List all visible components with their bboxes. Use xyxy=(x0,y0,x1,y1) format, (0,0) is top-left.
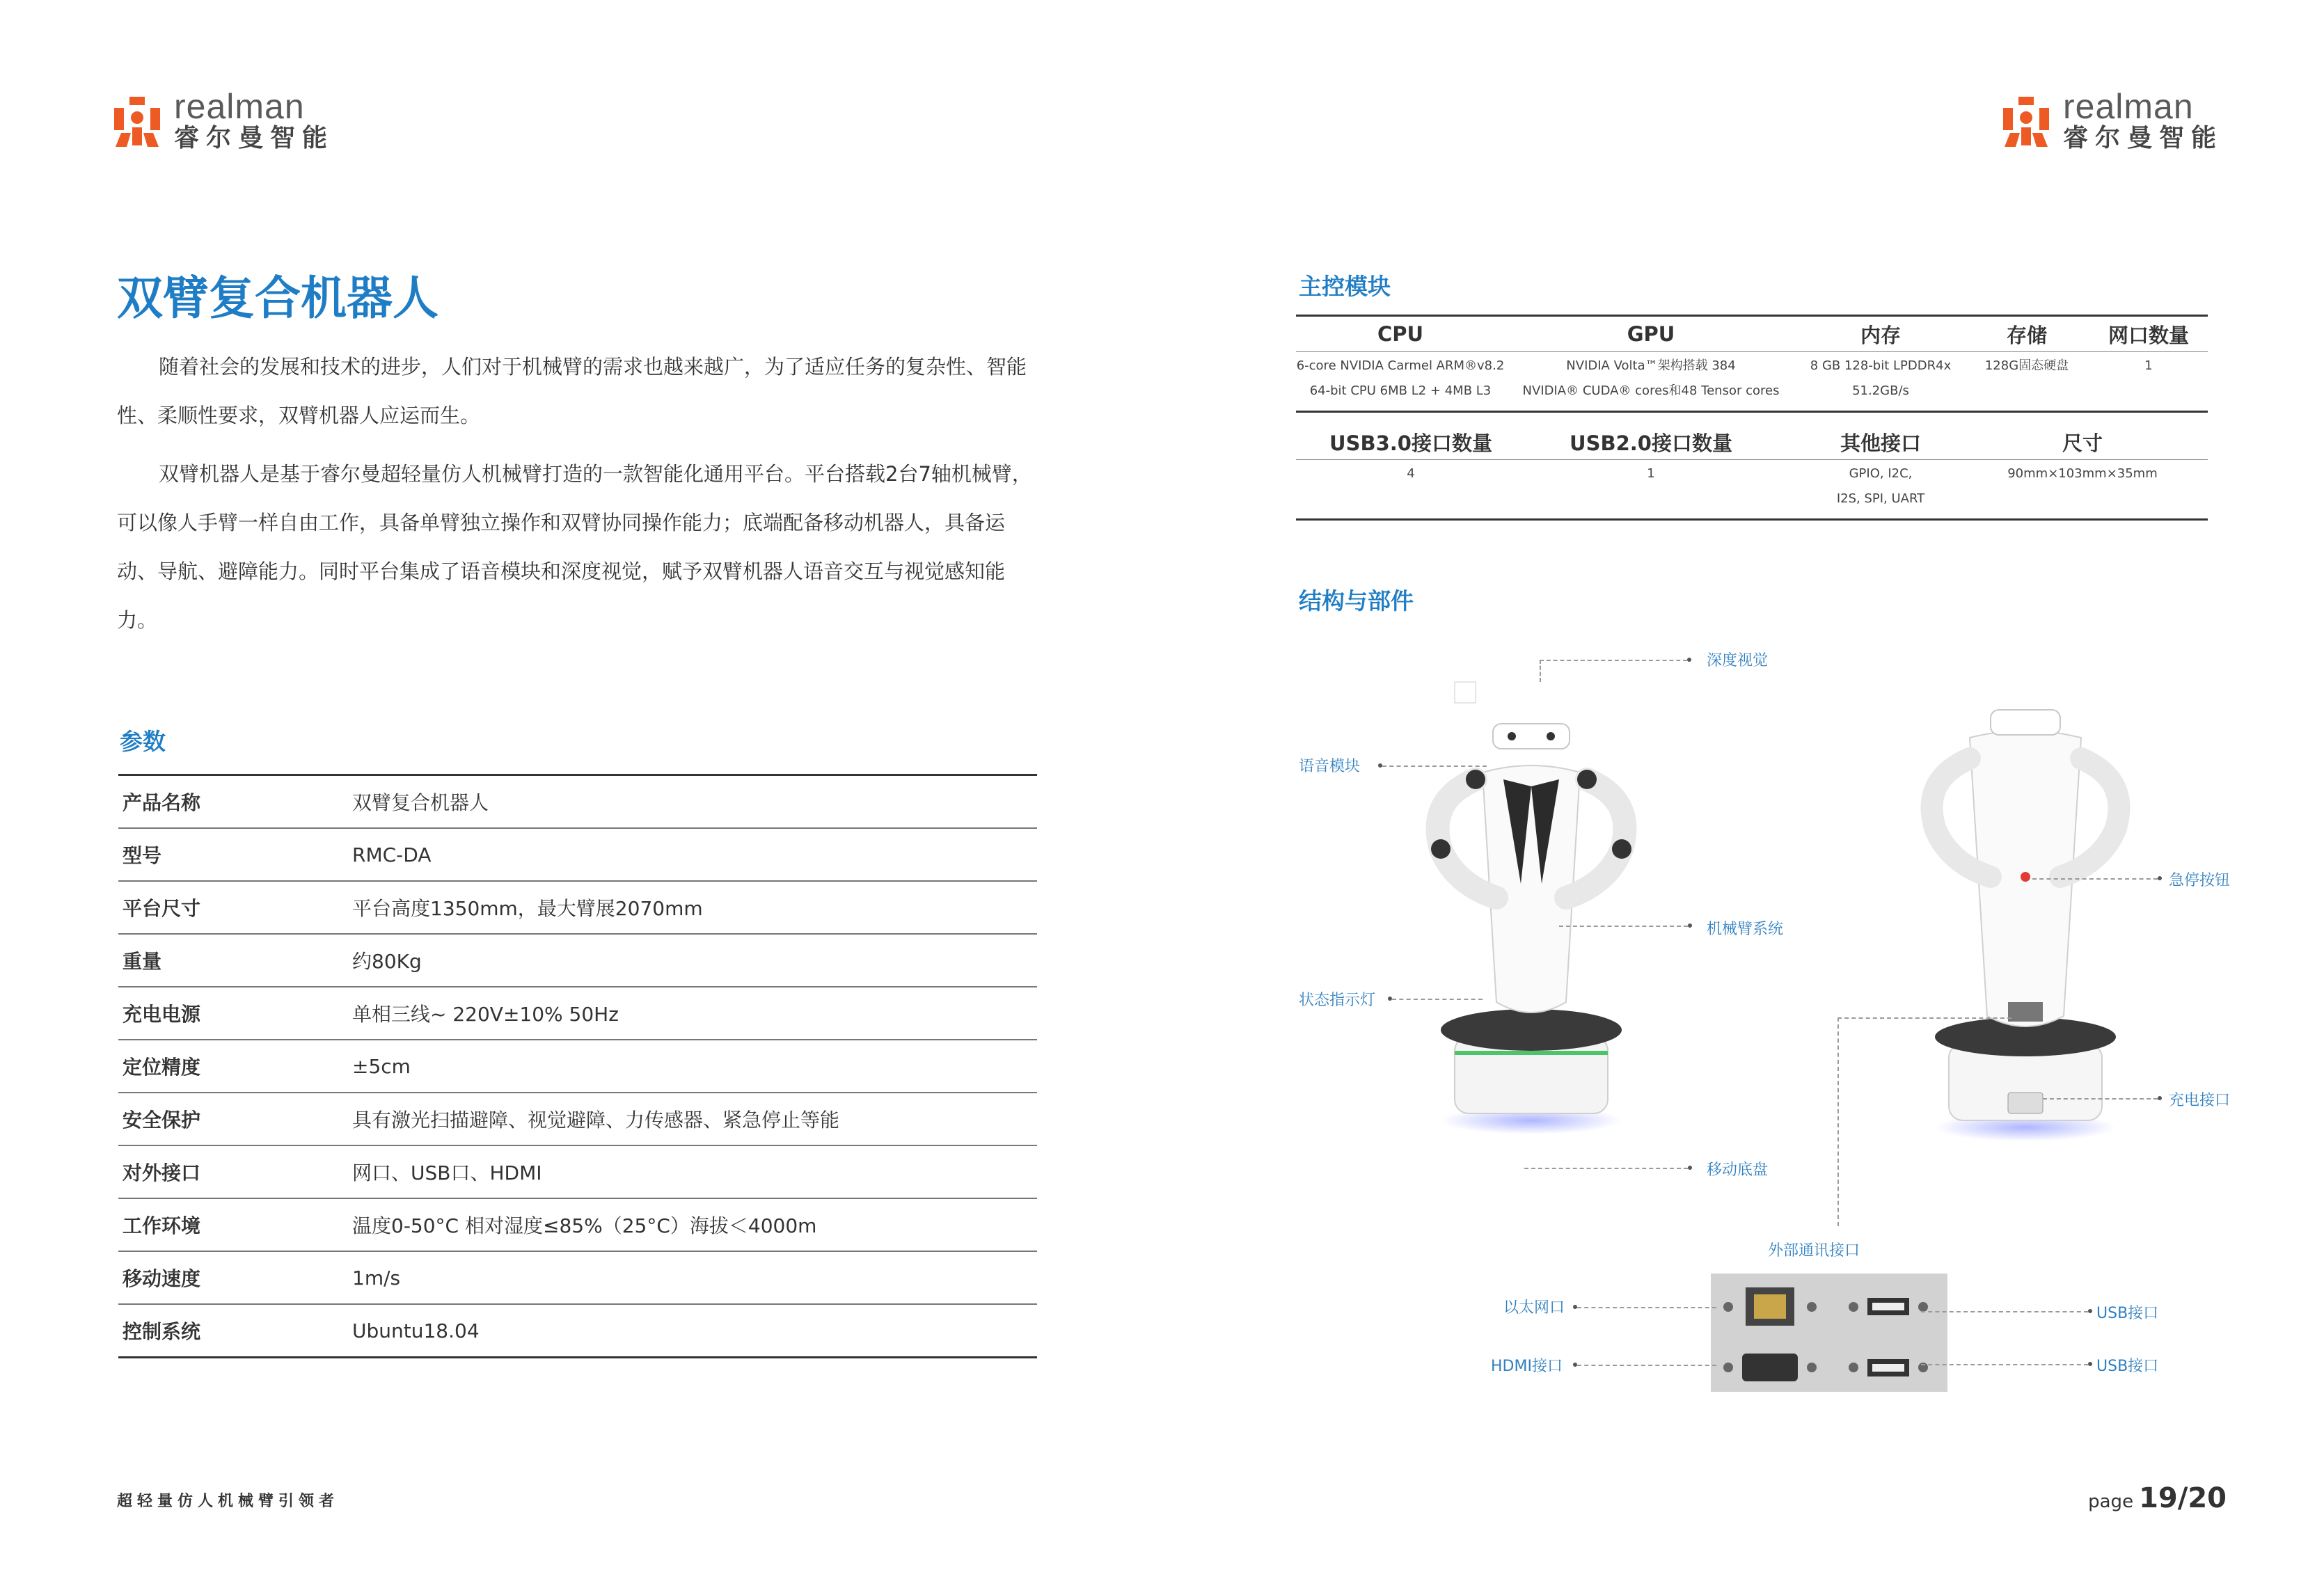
brand-name-cn: 睿尔曼智能 xyxy=(2063,124,2224,152)
leader-line xyxy=(1382,765,1487,767)
param-key: 安全保护 xyxy=(122,1109,201,1132)
leader-dot xyxy=(2088,1309,2092,1313)
param-value: 具有激光扫描避障、视觉避障、力传感器、紧急停止等能 xyxy=(352,1109,840,1132)
spec-head: 其他接口 xyxy=(1840,431,1921,455)
label-voice-module: 语音模块 xyxy=(1299,758,1361,775)
leader-line xyxy=(1524,1168,1688,1169)
page-label: page xyxy=(2088,1491,2134,1512)
leader-line xyxy=(1540,660,1687,661)
label-estop-button: 急停按钮 xyxy=(2169,872,2231,889)
spec-cell: 1 xyxy=(2144,358,2153,373)
spec-cell: 128G固态硬盘 xyxy=(1984,358,2069,373)
leader-line xyxy=(1540,660,1541,682)
table-row xyxy=(118,1252,1037,1305)
param-key: 型号 xyxy=(122,844,162,867)
brand-logo-right xyxy=(1998,89,2223,152)
spec-cell: 6-core NVIDIA Carmel ARM®v8.2 xyxy=(1296,358,1505,373)
leader-line xyxy=(1577,1307,1716,1308)
robot-front-image xyxy=(1399,675,1663,1148)
leader-dot xyxy=(1688,923,1692,928)
brand-name-cn: 睿尔曼智能 xyxy=(174,124,335,152)
spec-cell: GPIO, I2C, xyxy=(1849,466,1913,481)
label-status-light: 状态指示灯 xyxy=(1299,992,1376,1009)
leader-dot xyxy=(1687,658,1691,662)
param-value: 1m/s xyxy=(352,1266,401,1290)
brand-name-en: realman xyxy=(174,87,305,126)
table-row xyxy=(118,776,1037,829)
param-key: 重量 xyxy=(122,950,162,973)
table-row xyxy=(118,1093,1037,1146)
leader-dot xyxy=(1688,1166,1692,1170)
intro-paragraph-1: 随着社会的发展和技术的进步，人们对于机械臂的需求也越来越广，为了适应任务的复杂性、智能性、柔顺性要求，双臂机器人应运而生。 xyxy=(117,355,1027,427)
footer-slogan: 超轻量仿人机械臂引领者 xyxy=(117,1493,340,1510)
spec-head: USB3.0接口数量 xyxy=(1329,431,1492,455)
label-usb-port-1: USB接口 xyxy=(2096,1305,2159,1322)
table-row xyxy=(118,829,1037,882)
param-value: Ubuntu18.04 xyxy=(352,1319,480,1342)
label-charge-port: 充电接口 xyxy=(2169,1092,2231,1109)
spec-cell: 4 xyxy=(1407,466,1415,481)
table-row xyxy=(118,1305,1037,1356)
param-key: 控制系统 xyxy=(122,1320,201,1343)
param-key: 充电电源 xyxy=(122,1003,201,1026)
table-row xyxy=(118,987,1037,1040)
param-value: ±5cm xyxy=(352,1054,411,1078)
param-key: 平台尺寸 xyxy=(122,897,201,920)
param-value: 温度0-50°C 相对湿度≤85%（25°C）海拔＜4000m xyxy=(352,1214,817,1237)
realman-logo-icon xyxy=(1998,91,2055,150)
robot-back-image xyxy=(1893,696,2158,1148)
spec-head: 尺寸 xyxy=(2062,431,2103,455)
intro-paragraph-2: 双臂机器人是基于睿尔曼超轻量仿人机械臂打造的一款智能化通用平台。平台搭载2台7轴机械臂，可以像人手臂一样自由工作，具备单臂独立操作和双臂协同操作能力；底端配备移动机器人，具备运动、导航、避障能力。同时平台集成了语音模块和深度视觉，赋予双臂机器人语音交互与视觉感知能力。 xyxy=(117,462,1032,632)
brand-logo-left xyxy=(109,89,334,152)
leader-line xyxy=(1921,1364,2088,1365)
spec-cell: NVIDIA® CUDA® cores和48 Tensor cores xyxy=(1522,383,1780,398)
label-arm-system: 机械臂系统 xyxy=(1707,921,1784,938)
param-key: 定位精度 xyxy=(122,1056,201,1079)
leader-line xyxy=(2043,1098,2158,1100)
io-panel-image xyxy=(1711,1273,1947,1392)
leader-line xyxy=(1837,1017,1839,1226)
label-depth-vision: 深度视觉 xyxy=(1707,652,1769,669)
spec-cell: I2S, SPI, UART xyxy=(1836,491,1925,506)
spec-cell: 51.2GB/s xyxy=(1852,383,1909,398)
leader-dot xyxy=(2088,1362,2092,1366)
spec-head: 网口数量 xyxy=(2108,323,2189,347)
spec-cell: 90mm×103mm×35mm xyxy=(2007,466,2158,481)
param-value: 单相三线~ 220V±10% 50Hz xyxy=(352,1003,619,1026)
label-mobile-base: 移动底盘 xyxy=(1707,1161,1769,1179)
spec-head: 内存 xyxy=(1860,323,1901,347)
structure-heading: 结构与部件 xyxy=(1299,587,1414,614)
label-external-comm: 外部通讯接口 xyxy=(1768,1242,1860,1260)
brand-name-en: realman xyxy=(2063,87,2194,126)
param-key: 工作环境 xyxy=(122,1214,201,1237)
param-value: 平台高度1350mm，最大臂展2070mm xyxy=(352,897,703,920)
label-hdmi-port: HDMI接口 xyxy=(1491,1358,1563,1375)
table-row xyxy=(118,1146,1037,1199)
leader-dot xyxy=(2158,876,2162,880)
main-control-heading: 主控模块 xyxy=(1299,273,1391,300)
page-title: 双臂复合机器人 xyxy=(117,271,438,325)
spec-cell: 8 GB 128-bit LPDDR4x xyxy=(1810,358,1952,373)
leader-line xyxy=(1559,926,1688,927)
spec-head: USB2.0接口数量 xyxy=(1570,431,1732,455)
spec-head: CPU xyxy=(1377,322,1424,346)
table-row xyxy=(118,882,1037,935)
table-row xyxy=(118,1199,1037,1252)
param-value: RMC-DA xyxy=(352,843,432,866)
param-value: 双臂复合机器人 xyxy=(352,791,489,814)
spec-head: 存储 xyxy=(2006,323,2047,347)
leader-line xyxy=(2032,878,2158,880)
param-value: 网口、USB口、HDMI xyxy=(352,1161,542,1184)
spec-cell: 64-bit CPU 6MB L2 + 4MB L3 xyxy=(1309,383,1492,398)
table-row xyxy=(118,1040,1037,1093)
param-value: 约80Kg xyxy=(352,950,422,973)
leader-line xyxy=(1921,1311,2088,1312)
params-table xyxy=(118,774,1037,1358)
params-heading: 参数 xyxy=(120,728,166,755)
spec-cell: NVIDIA Volta™架构搭载 384 xyxy=(1566,358,1736,373)
param-key: 对外接口 xyxy=(122,1161,201,1184)
label-usb-port-2: USB接口 xyxy=(2096,1358,2159,1375)
page-number xyxy=(2088,1482,2227,1514)
param-key: 移动速度 xyxy=(122,1267,201,1290)
spec-cell: 1 xyxy=(1647,466,1655,481)
leader-dot xyxy=(2158,1096,2162,1100)
spec-head: GPU xyxy=(1627,322,1675,346)
realman-logo-icon xyxy=(109,91,166,150)
table-row xyxy=(118,935,1037,987)
leader-line xyxy=(1577,1365,1716,1366)
spec-table-2 xyxy=(1296,424,2208,521)
page-count: 19/20 xyxy=(2139,1482,2227,1514)
leader-line xyxy=(1392,999,1483,1000)
leader-line xyxy=(1837,1017,2011,1019)
label-ethernet-port: 以太网口 xyxy=(1503,1299,1565,1317)
spec-table-1 xyxy=(1296,315,2208,413)
param-key: 产品名称 xyxy=(122,791,201,814)
